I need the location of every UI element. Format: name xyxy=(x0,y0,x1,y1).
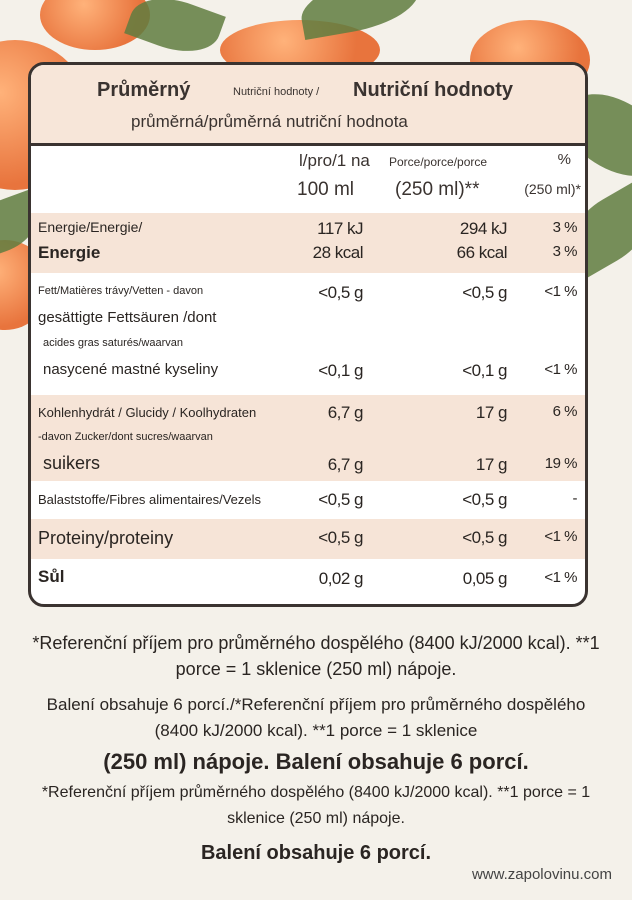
row-label: Energie/Energie/ xyxy=(38,219,143,235)
row-label: gesättigte Fettsäuren /dont xyxy=(38,309,217,326)
value-portion: <0,5 g xyxy=(462,283,507,302)
col-portion-line2: (250 ml)** xyxy=(395,179,480,200)
value-portion: 294 kJ xyxy=(459,219,507,238)
value-ri: 19 % xyxy=(544,455,577,472)
value-portion: <0,5 g xyxy=(462,490,507,509)
col-per100-line2: 100 ml xyxy=(297,179,355,200)
table-row-carbohydrates xyxy=(31,395,585,481)
col-ri-line2: (250 ml)* xyxy=(524,181,581,197)
row-label: nasycené mastné kyseliny xyxy=(43,361,219,378)
table-header xyxy=(31,65,585,146)
row-label: Fett/Matières trávy/Vetten - davon xyxy=(38,285,204,297)
table-row-salt xyxy=(31,559,585,599)
value-ri: 3 % xyxy=(552,219,577,236)
value-ri: <1 % xyxy=(544,569,577,586)
row-label: Proteiny/proteiny xyxy=(38,528,174,548)
row-label: acides gras saturés/waarvan xyxy=(43,337,184,349)
table-row-protein xyxy=(31,519,585,559)
col-portion-line1: Porce/porce/porce xyxy=(389,155,488,169)
header-title-left: Průměrný xyxy=(97,79,191,101)
value-portion: 17 g xyxy=(475,455,507,474)
row-label: Energie xyxy=(38,243,101,262)
column-headers xyxy=(31,147,585,215)
table-row-energy xyxy=(31,213,585,273)
value-per100: 6,7 g xyxy=(327,403,363,422)
value-portion: 0,05 g xyxy=(462,569,507,588)
footnote-5: Balení obsahuje 6 porcí. xyxy=(200,842,432,864)
table-row-fat xyxy=(31,275,585,395)
value-ri: <1 % xyxy=(544,283,577,300)
value-ri: - xyxy=(572,490,577,507)
watermark-text: www.zapolovinu.com xyxy=(471,866,612,883)
value-per100: 117 kJ xyxy=(317,219,363,238)
value-ri: 6 % xyxy=(552,403,577,420)
value-per100: 28 kcal xyxy=(312,243,363,262)
col-ri-line1: % xyxy=(557,151,571,168)
value-per100: 0,02 g xyxy=(318,569,363,588)
row-label: -davon Zucker/dont sucres/waarvan xyxy=(38,431,213,443)
value-ri: <1 % xyxy=(544,361,577,378)
row-label: Balaststoffe/Fibres alimentaires/Vezels xyxy=(38,492,262,507)
value-portion: <0,1 g xyxy=(462,361,507,380)
row-label: suikers xyxy=(43,453,101,473)
header-title-small: Nutriční hodnoty / xyxy=(233,86,320,98)
header-subtitle: průměrná/průměrná nutriční hodnota xyxy=(131,112,408,131)
value-ri: <1 % xyxy=(544,528,577,545)
value-per100: <0,1 g xyxy=(318,361,363,380)
value-portion: <0,5 g xyxy=(462,528,507,547)
footnote-1: *Referenční příjem pro průměrného dospělého (8400 kJ/2000 kcal). **1 porce = 1 sklenice (250 ml) nápoje. xyxy=(32,633,600,679)
header-title-right: Nutriční hodnoty xyxy=(353,79,513,101)
value-per100: <0,5 g xyxy=(318,528,363,547)
nutrition-table xyxy=(28,62,588,607)
row-label: Kohlenhydrát / Glucidy / Koolhydraten xyxy=(38,405,257,420)
footnote-2: Balení obsahuje 6 porcí./*Referenční příjem pro průměrného dospělého (8400 kJ/2000 kcal). **1 porce = 1 sklenice xyxy=(46,695,586,740)
value-ri: 3 % xyxy=(552,243,577,260)
value-portion: 17 g xyxy=(475,403,507,422)
value-portion: 66 kcal xyxy=(456,243,507,262)
table-row-fibre xyxy=(31,483,585,519)
value-per100: <0,5 g xyxy=(318,283,363,302)
col-per100-line1: l/pro/1 na xyxy=(299,151,370,170)
footnote-3: (250 ml) nápoje. Balení obsahuje 6 porcí. xyxy=(103,749,529,774)
row-label: Sůl xyxy=(38,567,65,586)
value-per100: <0,5 g xyxy=(318,490,363,509)
footnote-4: *Referenční příjem průměrného dospělého (8400 kJ/2000 kcal). **1 porce = 1 sklenice (250 ml) nápoje. xyxy=(41,784,591,827)
value-per100: 6,7 g xyxy=(327,455,363,474)
leaf-illustration xyxy=(124,0,226,64)
